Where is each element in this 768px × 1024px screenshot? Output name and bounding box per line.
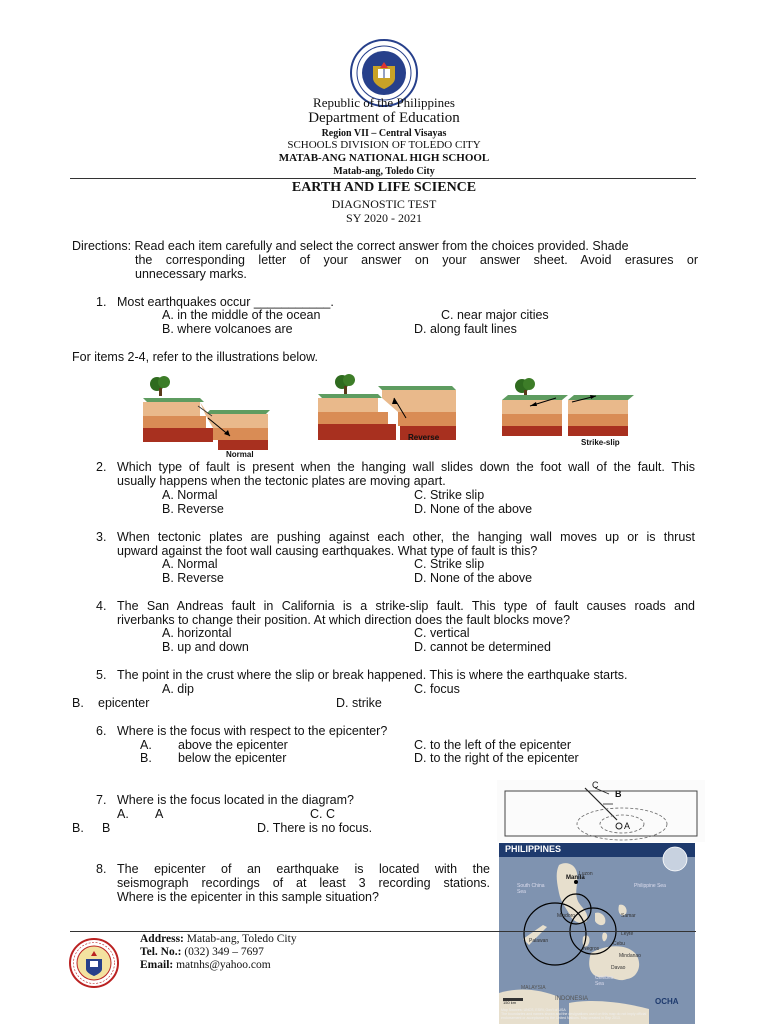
diagram-label-a: A xyxy=(624,821,631,831)
footer-email-label: Email: xyxy=(140,959,174,971)
map-label-palawan: Palawan xyxy=(529,938,549,944)
q2-number: 2. xyxy=(96,460,107,474)
map-label-samar: Samar xyxy=(621,913,636,919)
footer-email xyxy=(140,959,271,971)
q3-stem-line-2: upward against the foot wall causing earthquakes. What type of fault is this? xyxy=(117,544,538,558)
q1-stem: Most earthquakes occur ___________. xyxy=(117,295,334,309)
map-label-south-china-sea: South China Sea xyxy=(517,883,545,895)
map-label-mindoro: Mindoro xyxy=(557,913,576,919)
division-line: SCHOOLS DIVISION OF TOLEDO CITY xyxy=(287,139,481,151)
q8-stem-line-2: seismograph recordings of at least 3 recording stations. xyxy=(117,876,490,890)
subject-title: EARTH AND LIFE SCIENCE xyxy=(291,180,477,195)
footer-email-value[interactable]: matnhs@yahoo.com xyxy=(176,959,271,971)
footer-rule xyxy=(70,931,696,932)
map-label-philippine-sea: Philippine Sea xyxy=(634,883,666,889)
strike-slip-fault-illustration xyxy=(500,378,634,442)
diagram-label-b: B xyxy=(615,789,622,799)
q1-choice-c: C. near major cities xyxy=(441,308,549,322)
q7-number: 7. xyxy=(96,793,107,807)
q7-choice-a-letter: A. xyxy=(117,807,129,821)
q4-stem-line-1: The San Andreas fault in California is a strike-slip fault. This type of fault causes roads and xyxy=(117,599,695,613)
q6-choice-a-letter: A. xyxy=(140,738,152,752)
q4-stem-line-2: riverbanks to change their position. At which direction does the fault blocks move? xyxy=(117,613,571,627)
q7-choice-c: C. C xyxy=(310,807,335,821)
republic-line: Republic of the Philippines xyxy=(313,95,455,110)
q7-choice-b: B xyxy=(102,821,111,835)
q3-choice-a: A. Normal xyxy=(162,557,218,571)
normal-fault-illustration xyxy=(140,376,272,460)
q3-stem-line-1: When tectonic plates are pushing against each other, the hanging wall moves up or is thrust xyxy=(117,530,695,544)
reverse-fault-label: Reverse xyxy=(408,433,440,442)
school-seal xyxy=(68,937,120,989)
footer-tel xyxy=(140,946,264,958)
map-label-negros: Negros xyxy=(583,946,600,952)
map-label-manila: Manila xyxy=(566,875,585,881)
q3-choice-c: C. Strike slip xyxy=(414,557,485,571)
address-line: Matab-ang, Toledo City xyxy=(333,166,435,177)
map-label-leyte: Leyte xyxy=(621,931,634,937)
q7-choice-d: D. There is no focus. xyxy=(257,821,373,835)
map-label-cebu: Cebu xyxy=(613,941,625,947)
map-label-indonesia: INDONESIA xyxy=(555,996,589,1002)
q3-choice-d: D. None of the above xyxy=(414,571,533,585)
map-source: Map Sources: UNCS, ESRI, Gov't of USA xyxy=(501,1008,566,1012)
map-scale: 150 km xyxy=(503,1000,517,1005)
q2-stem-line-1: Which type of fault is present when the hanging wall slides down the foot wall of the fault. This xyxy=(117,460,695,474)
map-label-luzon: Luzon xyxy=(579,871,593,877)
department-line: Department of Education xyxy=(308,110,460,126)
q5-choice-b-letter: B. xyxy=(72,696,84,710)
directions-line-1: Directions: Read each item carefully and select the correct answer from the choices provided. Shade xyxy=(72,239,629,253)
footer-address xyxy=(140,933,297,945)
test-title: DIAGNOSTIC TEST xyxy=(331,197,437,211)
q8-stem-line-3: Where is the epicenter in this sample situation? xyxy=(117,890,379,904)
ocha-logo: OCHA xyxy=(655,997,679,1006)
directions-line-3: unnecessary marks. xyxy=(135,267,247,281)
refer-illustrations: For items 2-4, refer to the illustrations below. xyxy=(72,350,318,364)
q6-choice-d: D. to the right of the epicenter xyxy=(414,751,579,765)
q5-choice-a: A. dip xyxy=(162,682,194,696)
q6-number: 6. xyxy=(96,724,107,738)
map-label-celebes-sea: Celebes Sea xyxy=(595,975,614,987)
q6-choice-c: C. to the left of the epicenter xyxy=(414,738,572,752)
footer-address-value: Matab-ang, Toledo City xyxy=(186,933,297,945)
philippines-map xyxy=(499,843,695,1024)
q7-choice-b-letter: B. xyxy=(72,821,84,835)
q6-choice-b-letter: B. xyxy=(140,751,152,765)
q6-choice-b: below the epicenter xyxy=(178,751,287,765)
header-rule xyxy=(70,178,696,179)
q5-choice-b: epicenter xyxy=(98,696,150,710)
q3-number: 3. xyxy=(96,530,107,544)
q1-choice-a: A. in the middle of the ocean xyxy=(162,308,321,322)
q8-stem-line-1: The epicenter of an earthquake is located with the xyxy=(117,862,490,876)
q1-choice-d: D. along fault lines xyxy=(414,322,517,336)
footer-tel-value: (032) 349 – 7697 xyxy=(184,946,264,958)
q2-choice-b: B. Reverse xyxy=(162,502,224,516)
q2-choice-a: A. Normal xyxy=(162,488,218,502)
q4-choice-a: A. horizontal xyxy=(162,626,232,640)
map-title: PHILIPPINES xyxy=(505,844,562,854)
q4-choice-d: D. cannot be determined xyxy=(414,640,551,654)
map-disclaimer-2: endorsement or acceptance by the United Nations. Map created in Sep 2013. xyxy=(501,1016,621,1020)
q2-choice-d: D. None of the above xyxy=(414,502,533,516)
footer-tel-label: Tel. No.: xyxy=(140,946,182,958)
q5-choice-d: D. strike xyxy=(336,696,382,710)
directions-line-2: the corresponding letter of your answer on your answer sheet. Avoid erasures or xyxy=(135,253,698,267)
map-label-davao: Davao xyxy=(611,965,626,971)
q4-number: 4. xyxy=(96,599,107,613)
q6-choice-a: above the epicenter xyxy=(178,738,288,752)
strike-slip-label: Strike-slip xyxy=(581,438,620,447)
map-label-mindanao: Mindanao xyxy=(619,953,641,959)
map-label-malaysia: MALAYSIA xyxy=(521,985,546,991)
normal-fault-label: Normal xyxy=(226,450,254,459)
q1-choice-b: B. where volcanoes are xyxy=(162,322,293,336)
map-disclaimer-1: The boundaries and names shown and the designations used on this map do not imply official xyxy=(501,1012,647,1016)
q7-stem: Where is the focus located in the diagram? xyxy=(117,793,354,807)
footer-address-label: Address: xyxy=(140,933,184,945)
region-line: Region VII – Central Visayas xyxy=(321,128,447,139)
q4-choice-c: C. vertical xyxy=(414,626,470,640)
focus-epicenter-diagram xyxy=(497,780,705,842)
q5-number: 5. xyxy=(96,668,107,682)
q7-choice-a: A xyxy=(155,807,164,821)
q5-choice-c: C. focus xyxy=(414,682,460,696)
q8-number: 8. xyxy=(96,862,107,876)
school-line: MATAB-ANG NATIONAL HIGH SCHOOL xyxy=(278,152,490,164)
q1-number: 1. xyxy=(96,295,107,309)
q3-choice-b: B. Reverse xyxy=(162,571,224,585)
q4-choice-b: B. up and down xyxy=(162,640,249,654)
q5-stem: The point in the crust where the slip or break happened. This is where the earthquake starts. xyxy=(117,668,628,682)
school-year: SY 2020 - 2021 xyxy=(346,211,422,225)
q2-choice-c: C. Strike slip xyxy=(414,488,485,502)
diagram-label-c: C xyxy=(592,780,599,790)
q2-stem-line-2: usually happens when the tectonic plates are moving apart. xyxy=(117,474,446,488)
q6-stem: Where is the focus with respect to the epicenter? xyxy=(117,724,388,738)
